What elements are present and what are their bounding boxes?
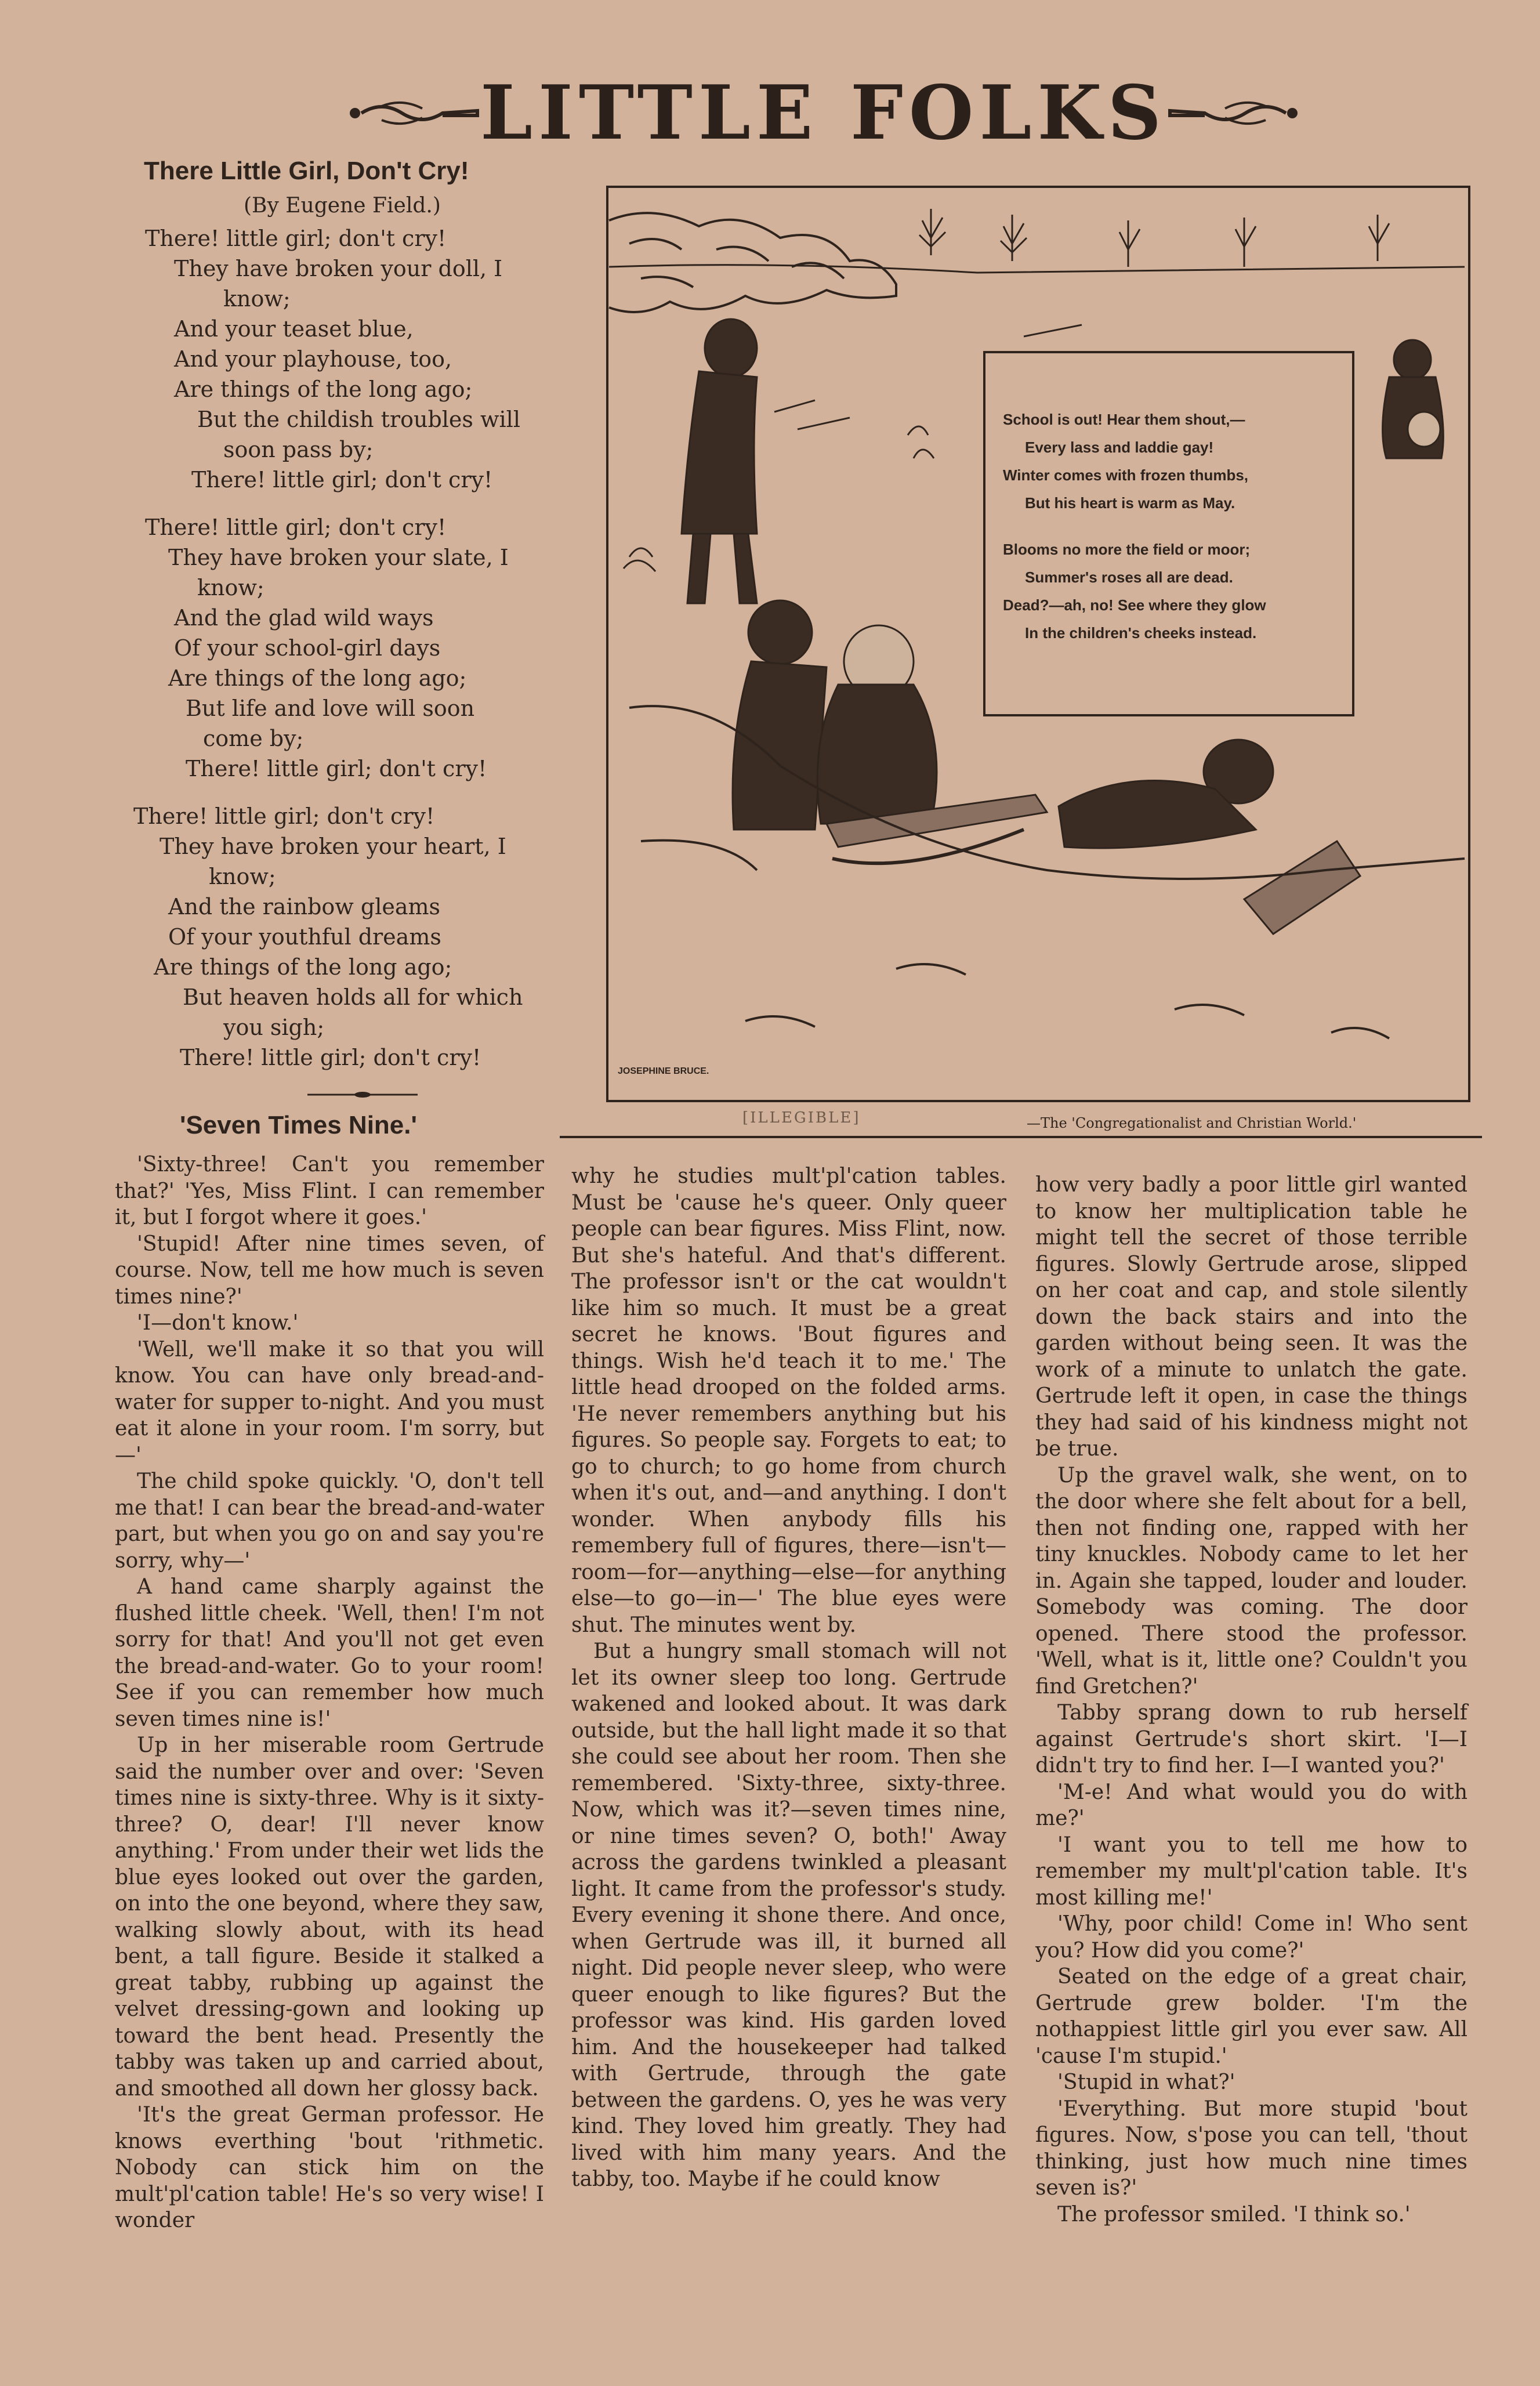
poem-line: They have broken your doll, I — [174, 256, 503, 281]
poem-line: you sigh; — [223, 1015, 325, 1040]
poem-line: There! little girl; don't cry! — [180, 1045, 481, 1070]
verse-line: Dead?—ah, no! See where they glow — [1003, 596, 1266, 614]
poem-line: Of your youthful dreams — [168, 924, 441, 950]
story-paragraph: Up in her miserable room Gertrude said the number over and over: 'Seven times nine is sixty-three. Why is it sixty-three? O, dear! I'll never know anything.' From under their wet lids the blue eyes looked out over the garden, on into the one beyond, where they saw, walking slowly about, with its head bent, a tall figure. Beside it stalked a great tabby, rubbing up against the velvet dressing-gown and looking up toward the bent head. Presently the tabby was taken up and carried about, and smoothed all down her glossy back. — [115, 1733, 544, 2101]
illustration-credit: —The 'Congregationalist and Christian World.' — [1027, 1115, 1357, 1131]
story-paragraph: Up the gravel walk, she went, on to the door where she felt about for a bell, then not finding one, rapped with her tiny knuckles. Nobody came to let her in. Again she tapped, louder and louder. Somebody was coming. The door opened. There stood the professor. 'Well, what is it, little one? Couldn't you find Gretchen?' — [1035, 1463, 1467, 1699]
story-column-2 — [571, 1163, 1006, 2193]
poem-stanza — [128, 801, 586, 1073]
poem-line: Are things of the long ago; — [168, 665, 467, 691]
poem-line: know; — [197, 575, 264, 600]
poem-line: There! little girl; don't cry! — [186, 756, 487, 781]
small-divider — [307, 1091, 418, 1099]
poem-line: come by; — [203, 726, 304, 751]
verse-line: But his heart is warm as May. — [1025, 494, 1235, 512]
poem — [128, 157, 586, 1090]
left-ornament-icon — [347, 96, 480, 131]
story-paragraph: 'Stupid! After nine times seven, of course. Now, tell me how much is seven times nine?' — [115, 1232, 544, 1309]
masthead-title: LITTLE FOLKS — [480, 70, 1167, 157]
poem-line: But heaven holds all for which — [183, 984, 523, 1010]
poem-line: soon pass by; — [223, 437, 374, 462]
verse-line: Blooms no more the field or moor; — [1003, 541, 1251, 558]
story-paragraph: 'I—don't know.' — [137, 1311, 299, 1335]
story-paragraph: But a hungry small stomach will not let its owner sleep too long. Gertrude wakened and looked about. It was dark outside, but the hall light made it so that she could see about her room. Then she remembered. 'Sixty-three, sixty-three. Now, which was it?—seven times nine, or nine times seven? O, both!' Away across the gardens twinkled a pleasant light. It came from the professor's study. Every evening it shone there. And once, when Gertrude was ill, it burned all night. Did people never sleep, who were queer enough to like figures? But the professor was kind. His garden loved him. And the housekeeper had talked with Gertrude, through the gate between the gardens. O, yes he was very kind. They loved him greatly. They had lived with him many years. And the tabby, too. Maybe if he could know — [571, 1639, 1006, 2191]
poem-line: Of your school-girl days — [174, 635, 441, 661]
story-paragraph: Tabby sprang down to rub herself against Gertrude's short skirt. 'I—I didn't try to find her. I—I wanted you?' — [1035, 1701, 1467, 1777]
story-paragraph: 'M-e! And what would you do with me?' — [1035, 1780, 1467, 1830]
poem-line: know; — [223, 286, 291, 312]
poem-line: They have broken your slate, I — [168, 545, 509, 570]
illegible-mark: [ILLEGIBLE] — [742, 1109, 861, 1127]
verse-box — [983, 351, 1354, 716]
poem-line: And your playhouse, too, — [174, 346, 452, 372]
poem-line: And the glad wild ways — [174, 605, 434, 631]
story-paragraph: The child spoke quickly. 'O, don't tell me that! I can bear the bread-and-water part, but when you go on and say you're sorry, why—' — [115, 1469, 544, 1573]
poem-line: And the rainbow gleams — [168, 894, 441, 919]
story-paragraph: A hand came sharply against the flushed little cheek. 'Well, then! I'm not sorry for that! And you'll not get even the bread-and-water. Go to your room! See if you can remember how much seven times nine is!' — [115, 1575, 544, 1731]
poem-line: Are things of the long ago; — [154, 954, 452, 980]
story-paragraph: 'Everything. But more stupid 'bout figures. Now, s'pose you can tell, 'thout thinking, just how much nine times seven is?' — [1035, 2097, 1467, 2200]
verse-line: School is out! Hear them shout,— — [1003, 411, 1245, 428]
poem-byline: (By Eugene Field.) — [244, 194, 441, 218]
story-paragraph: how very badly a poor little girl wanted to know her multiplication table he might tell the secret of those terrible figures. Slowly Gertrude arose, slipped on her coat and cap, and stole silently down the back stairs and into the garden without being seen. It was the work of a minute to unlatch the gate. Gertrude left it open, in case the things they had said of his kindness might not be true. — [1035, 1173, 1467, 1461]
story-paragraph: 'Stupid in what?' — [1057, 2070, 1235, 2094]
story-paragraph: 'Well, we'll make it so that you will know. You can have only bread-and-water for supper to-night. And you must eat it alone in your room. I'm sorry, but—' — [115, 1337, 544, 1467]
poem-stanza — [128, 512, 586, 784]
story-title: 'Seven Times Nine.' — [180, 1111, 417, 1139]
poem-line: There! little girl; don't cry! — [133, 803, 435, 829]
poem-line: know; — [209, 864, 276, 889]
story-paragraph: 'Why, poor child! Come in! Who sent you? How did you come?' — [1035, 1912, 1467, 1963]
artist-signature: JOSEPHINE BRUCE. — [618, 1066, 709, 1076]
poem-line: There! little girl; don't cry! — [191, 467, 493, 493]
poem-line: And your teaset blue, — [174, 316, 414, 342]
poem-line: But life and love will soon — [186, 696, 475, 721]
poem-line: There! little girl; don't cry! — [145, 515, 447, 540]
story-paragraph: The professor smiled. 'I think so.' — [1057, 2202, 1411, 2226]
poem-stanza — [128, 223, 586, 495]
story-paragraph: Seated on the edge of a great chair, Gertrude grew bolder. 'I'm the nothappiest little girl you ever saw. All 'cause I'm stupid.' — [1035, 1965, 1467, 2068]
story-column-3 — [1035, 1172, 1467, 2228]
poem-line: But the childish troubles will — [197, 407, 520, 432]
story-paragraph: why he studies mult'pl'cation tables. Must be 'cause he's queer. Only queer people can bear figures. Miss Flint, now. But she's hateful. And that's different. The professor isn't or the cat wouldn't like him so much. It must be a great secret he knows. 'Bout figures and things. Wish he'd teach it to me.' The little head drooped on the folded arms. 'He never remembers anything but his figures. So people say. Forgets to eat; to go to church; to go home from church when it's out, and—and anything. I don't wonder. When anybody fills his remembery full of figures, there—isn't—room—for—anything—else—for anything else—to go—in—' The blue eyes were shut. The minutes went by. — [571, 1164, 1006, 1637]
verse-line: In the children's cheeks instead. — [1025, 624, 1257, 642]
story-paragraph: 'Sixty-three! Can't you remember that?' 'Yes, Miss Flint. I can remember it, but I forgot where it goes.' — [115, 1153, 544, 1229]
poem-line: They have broken your heart, I — [160, 834, 506, 859]
poem-line: Are things of the long ago; — [174, 376, 473, 402]
poem-line: There! little girl; don't cry! — [145, 226, 447, 251]
story-paragraph: 'It's the great German professor. He knows everthing 'bout 'rithmetic. Nobody can stick him on the mult'pl'cation table! He's so very wise! I wonder — [115, 2103, 544, 2232]
verse-line: Winter comes with frozen thumbs, — [1003, 466, 1249, 484]
masthead — [325, 64, 1322, 162]
verse-line: Every lass and laddie gay! — [1025, 439, 1214, 456]
poem-title: There Little Girl, Don't Cry! — [144, 157, 469, 185]
verse-line: Summer's roses all are dead. — [1025, 569, 1233, 586]
illustration — [606, 186, 1470, 1102]
story-paragraph: 'I want you to tell me how to remember my mult'pl'cation table. It's most killing me!' — [1035, 1833, 1467, 1910]
right-ornament-icon — [1167, 96, 1300, 131]
story-column-1 — [115, 1152, 544, 2234]
section-rule — [560, 1136, 1482, 1138]
